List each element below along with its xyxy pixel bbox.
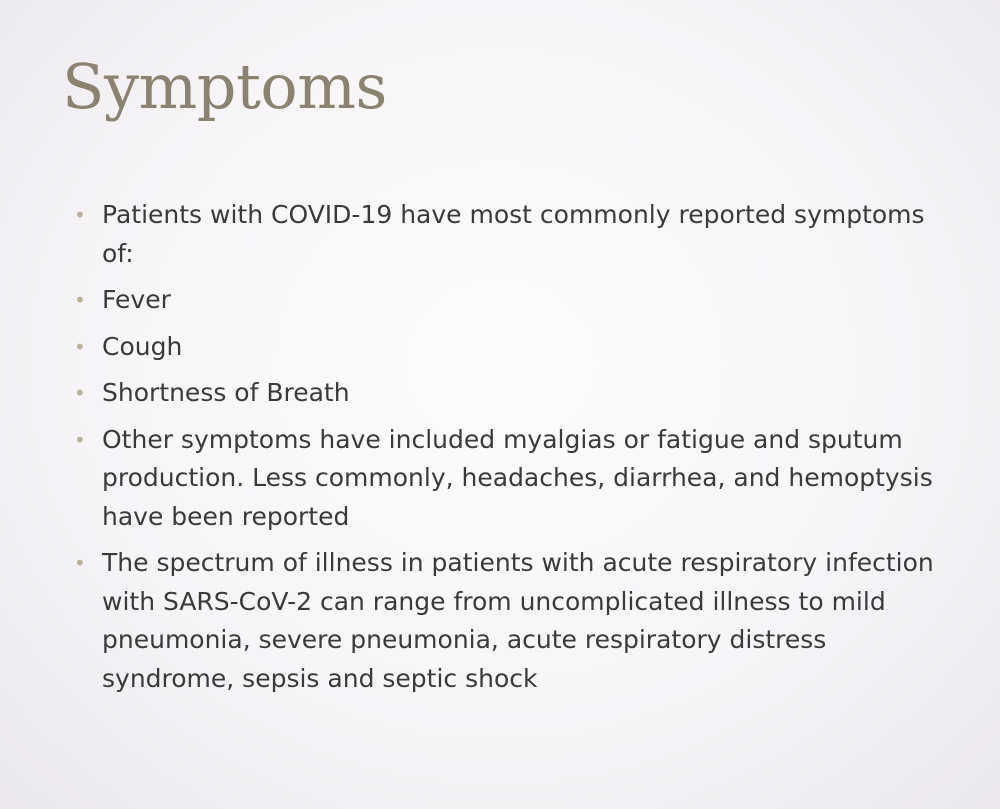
bullet-text: Fever xyxy=(102,285,171,314)
bullet-dot-icon: • xyxy=(74,427,86,452)
bullet-item xyxy=(74,374,954,413)
bullet-dot-icon: • xyxy=(74,381,86,405)
bullet-text: Patients with COVID-19 have most commonly reported symptoms of: xyxy=(102,200,925,268)
bullet-text: Shortness of Breath xyxy=(102,378,350,407)
bullet-dot-icon: • xyxy=(74,203,86,227)
bullet-dot-icon: • xyxy=(74,551,86,575)
bullet-text: Cough xyxy=(102,331,183,361)
bullet-item xyxy=(74,328,954,367)
bullet-text: Other symptoms have included myalgias or fatigue and sputum production. Less commonly, headaches, diarrhea, and hemoptysis have been reported xyxy=(102,424,933,531)
bullet-item xyxy=(74,544,954,698)
bullet-dot-icon: • xyxy=(74,334,86,359)
bullet-text: The spectrum of illness in patients with acute respiratory infection with SARS-CoV-2 can range from uncomplicated illness to mild pneumonia, severe pneumonia, acute respiratory distress syndrome, sepsis and septic shock xyxy=(102,548,934,693)
bullet-item xyxy=(74,421,954,537)
bullet-list xyxy=(74,196,954,706)
bullet-item xyxy=(74,196,954,273)
slide-title: Symptoms xyxy=(62,50,387,123)
bullet-dot-icon: • xyxy=(74,288,86,312)
bullet-item xyxy=(74,281,954,320)
